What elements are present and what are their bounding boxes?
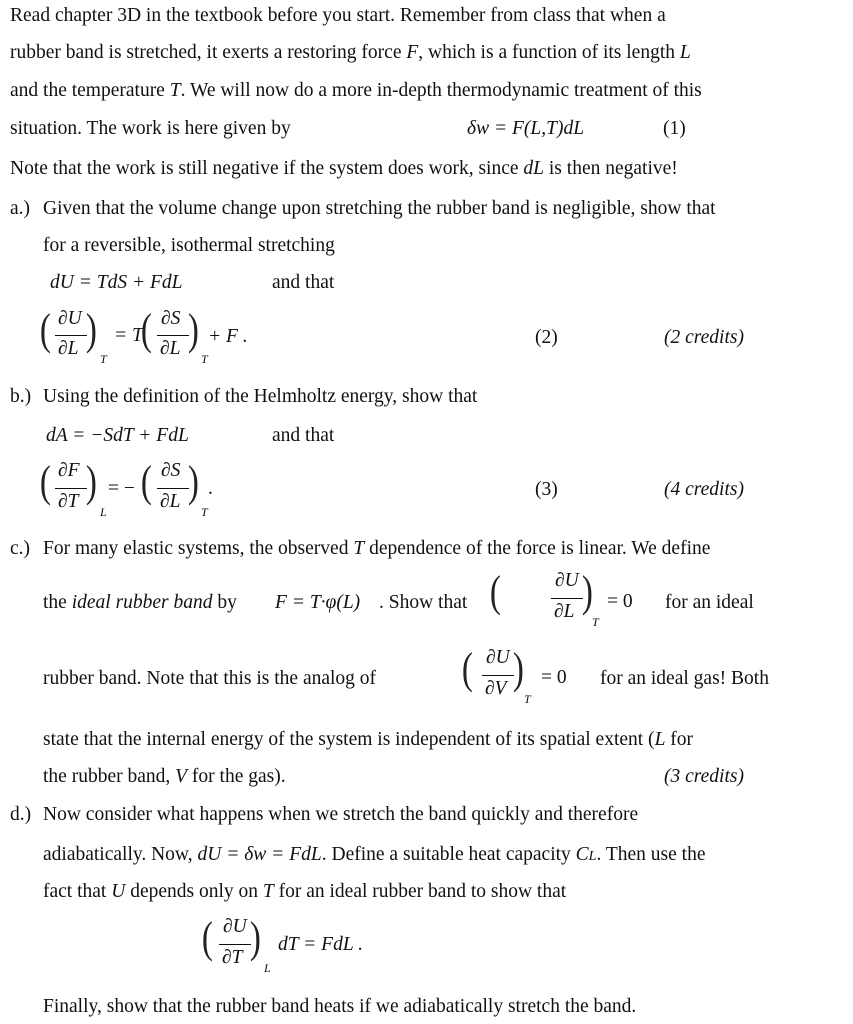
text: . Define a suitable heat capacity: [321, 844, 576, 865]
eqUL-rhs: = 0: [607, 591, 633, 612]
intro-line-2: [10, 41, 691, 65]
eqUV-den: ∂V: [485, 678, 507, 699]
fraction-bar: [55, 335, 87, 336]
part-d-final: Finally, show that the rubber band heats if we adiabatically stretch the band.: [43, 996, 637, 1017]
text: depends only on: [125, 881, 263, 902]
text: state that the internal energy of the system is independent of its spatial extent (: [43, 729, 655, 750]
paren-open: (: [489, 567, 501, 616]
eq2-rhs-den: ∂L: [160, 338, 181, 359]
text: adiabatically. Now,: [43, 844, 198, 865]
eq2-tail: + F .: [208, 326, 248, 347]
part-c-for-ideal-gas: for an ideal gas! Both: [600, 668, 769, 689]
part-d-line-3: [43, 880, 566, 904]
var-L: L: [654, 729, 666, 750]
eq2-rhs-sub: T: [201, 352, 208, 366]
eq3-rhs-num: ∂S: [161, 460, 181, 481]
var-V: V: [175, 766, 188, 787]
paren-close: ): [187, 305, 199, 354]
part-a-label: a.): [10, 198, 31, 219]
part-d-label: d.): [10, 804, 32, 825]
text: for an ideal rubber band to show that: [273, 881, 567, 902]
part-b-label: b.): [10, 386, 32, 407]
eq3-eq: = −: [108, 478, 135, 499]
fraction-bar: [157, 488, 189, 489]
text: For many elastic systems, the observed: [43, 538, 354, 559]
var-T: T: [353, 538, 365, 559]
var-dL: dL: [523, 158, 545, 179]
paren-open: (: [39, 305, 51, 354]
fraction-bar: [55, 488, 87, 489]
note-line: [10, 157, 678, 181]
equation-dA: dA = −SdT + FdL: [46, 425, 189, 446]
part-c-label: c.): [10, 538, 31, 559]
paren-close: ): [249, 913, 261, 962]
eq3-lhs-num: ∂F: [58, 460, 80, 481]
eq3-lhs-den: ∂T: [58, 491, 79, 512]
part-d-line-1: Now consider what happens when we stretch the band quickly and therefore: [43, 804, 639, 825]
text: by: [212, 592, 237, 613]
equation-1-number: (1): [663, 118, 686, 139]
text: and the temperature: [10, 80, 170, 101]
equation-3-number: (3): [535, 479, 558, 500]
text: . Then use the: [596, 844, 706, 865]
equation-2-number: (2): [535, 327, 558, 348]
var-U: U: [111, 881, 126, 902]
eq4-den: ∂T: [222, 947, 243, 968]
eq3-lhs-sub: L: [100, 505, 107, 519]
text: is then negative!: [544, 158, 678, 179]
part-c-line-2: [43, 591, 237, 615]
var-T: T: [262, 881, 274, 902]
part-a-line-1: Given that the volume change upon stretching the rubber band is negligible, show that: [43, 198, 716, 219]
var-C: C: [575, 844, 589, 865]
intro-line-3: [10, 79, 702, 103]
eq4-tail: dT = FdL .: [278, 934, 364, 955]
paren-open: (: [201, 913, 213, 962]
intro-line-4: situation. The work is here given by: [10, 118, 291, 139]
and-that-b: and that: [272, 425, 335, 446]
var-F: F: [406, 42, 419, 63]
eqUL-den: ∂L: [554, 601, 575, 622]
fraction-bar: [551, 598, 583, 599]
paren-close: ): [187, 457, 199, 506]
eq2-lhs-num: ∂U: [58, 308, 82, 329]
paren-open: (: [461, 644, 473, 693]
part-d-line-2: [43, 843, 706, 869]
part-b-credits: (4 credits): [664, 479, 744, 500]
paren-close: ): [85, 305, 97, 354]
part-c-show-that: . Show that: [379, 592, 468, 613]
intro-line-1: Read chapter 3D in the textbook before you start. Remember from class that when a: [10, 5, 666, 26]
text: the: [43, 592, 72, 613]
text: the rubber band,: [43, 766, 176, 787]
paren-open: (: [140, 457, 152, 506]
part-c-credits: (3 credits): [664, 766, 744, 787]
eqUL-sub: T: [592, 615, 599, 629]
equation-F: F = T·φ(L): [275, 592, 361, 613]
fraction-bar: [482, 675, 514, 676]
eqUV-sub: T: [524, 692, 531, 706]
paren-open: (: [140, 305, 152, 354]
part-c-line-5: [43, 765, 286, 789]
equation-dU: dU = TdS + FdL: [50, 272, 183, 293]
eqUV-rhs: = 0: [541, 667, 567, 688]
eq3-rhs-den: ∂L: [160, 491, 181, 512]
fraction-bar: [219, 944, 251, 945]
text: , which is a function of its length: [418, 42, 680, 63]
eq2-rhs-num: ∂S: [161, 308, 181, 329]
term-ideal-rubber-band: ideal rubber band: [71, 592, 213, 613]
eq3-tail: .: [208, 478, 213, 499]
paren-close: ): [512, 644, 524, 693]
eq4-num: ∂U: [223, 916, 247, 937]
part-c-line-3: rubber band. Note that this is the analog of: [43, 668, 377, 689]
var-C-subscript: L: [588, 849, 597, 864]
and-that-a: and that: [272, 272, 335, 293]
eq2-lhs-sub: T: [100, 352, 107, 366]
paren-open: (: [39, 457, 51, 506]
part-a-line-2: for a reversible, isothermal stretching: [43, 235, 335, 256]
part-a-credits: (2 credits): [664, 327, 744, 348]
text: dependence of the force is linear. We define: [364, 538, 711, 559]
eq2-eq: = T: [114, 325, 143, 346]
part-c-line-4: [43, 728, 693, 752]
text: . We will now do a more in-depth thermodynamic treatment of this: [180, 80, 702, 101]
text: for the gas).: [187, 766, 286, 787]
fraction-bar: [157, 335, 189, 336]
eqUL-num: ∂U: [555, 570, 579, 591]
paren-close: ): [581, 567, 593, 616]
text: fact that: [43, 881, 112, 902]
eq2-lhs-den: ∂L: [58, 338, 79, 359]
part-c-for-ideal: for an ideal: [665, 592, 754, 613]
eqUV-num: ∂U: [486, 647, 510, 668]
text: Note that the work is still negative if the system does work, since: [10, 158, 524, 179]
paren-close: ): [85, 457, 97, 506]
var-T: T: [169, 80, 181, 101]
text: rubber band is stretched, it exerts a restoring force: [10, 42, 407, 63]
part-c-line-1: [43, 537, 710, 561]
part-b-line-1: Using the definition of the Helmholtz energy, show that: [43, 386, 478, 407]
eq3-rhs-sub: T: [201, 505, 208, 519]
inline-equation: dU = δw = FdL: [197, 844, 322, 865]
eq4-sub: L: [264, 961, 271, 975]
var-L: L: [679, 42, 691, 63]
equation-1: δw = F(L,T)dL: [467, 118, 585, 139]
text: for: [665, 729, 694, 750]
